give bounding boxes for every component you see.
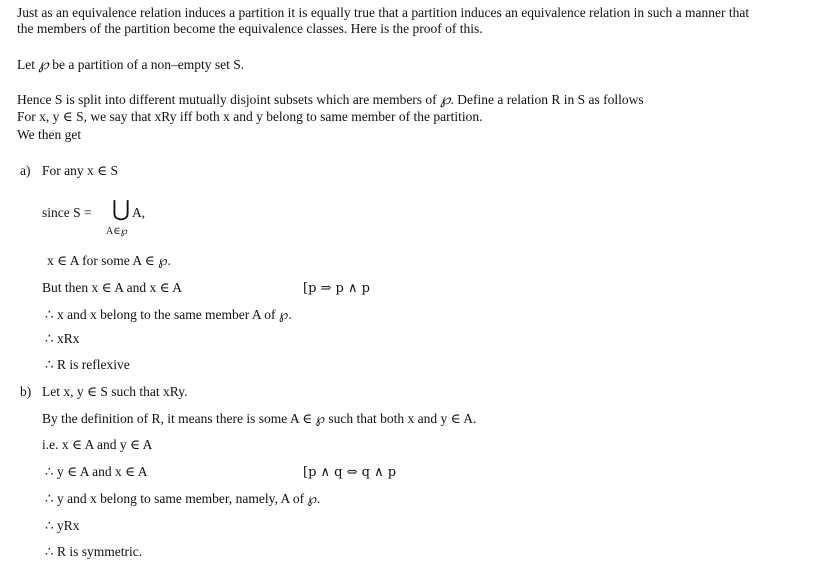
step-b1: By the definition of R, it means there is some A ∈ ℘ such that both x and y ∈ A. [42,411,477,426]
let-prefix: Let [17,57,35,72]
hence-line-1 [17,91,644,108]
let-suffix: be a partition of a non–empty set S. [52,57,245,72]
step-b2: i.e. x ∈ A and y ∈ A [42,437,153,452]
part-a-label: a) [20,163,31,178]
hence-line-3: We then get [17,127,82,142]
step-a1: x ∈ A for some A ∈ ℘. [47,253,171,268]
union-term: A, [132,205,146,220]
union-symbol: ⋃ [112,197,131,222]
since-text: since S = [42,205,92,220]
rule-b3: [p ∧ q ⇔ q ∧ p [303,465,397,480]
step-a4: ∴ xRx [45,331,80,346]
intro-line-2: the members of the partition become the equivalence classes. Here is the proof of this. [17,21,483,36]
union-subscript: A∈℘ [106,226,128,237]
step-b4: ∴ y and x belong to same member, namely, A of ℘. [45,491,321,506]
partition-symbol: ℘ [440,90,451,108]
rule-a2: [p ⇒ p ∧ p [303,281,370,296]
step-b3: ∴ y ∈ A and x ∈ A [45,464,148,479]
hence-suffix: . Define a relation R in S as follows [450,92,644,107]
step-a2: But then x ∈ A and x ∈ A [42,280,182,295]
partition-symbol: ℘ [38,55,49,73]
intro-line-1: Just as an equivalence relation induces a partition it is equally true that a partition induces an equivalence relation in such a manner that [17,5,750,20]
hence-line-2: For x, y ∈ S, we say that xRy iff both x and y belong to same member of the partition. [17,109,483,124]
let-statement [17,56,244,73]
part-a-heading: For any x ∈ S [42,163,118,178]
part-b-heading: Let x, y ∈ S such that xRy. [42,384,188,399]
step-b5: ∴ yRx [45,518,80,533]
hence-prefix: Hence S is split into different mutually disjoint subsets which are members of [17,92,437,107]
step-a5: ∴ R is reflexive [45,357,130,372]
step-a3: ∴ x and x belong to the same member A of ℘. [45,307,292,322]
step-b6: ∴ R is symmetric. [45,544,143,559]
part-b-label: b) [20,384,32,399]
